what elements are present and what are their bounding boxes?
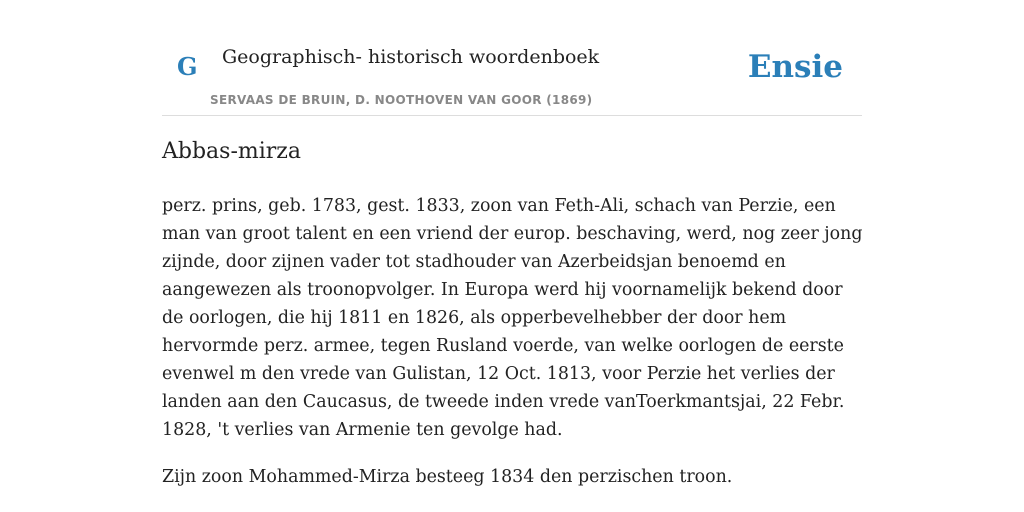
ensie-logo[interactable]: Ensie (747, 49, 843, 85)
entry-paragraph: Zijn zoon Mohammed-Mirza besteeg 1834 den perzischen troon. (162, 467, 733, 487)
book-initial-icon[interactable]: G (177, 52, 198, 81)
book-header (162, 40, 862, 116)
entry-title: Abbas-mirza (162, 139, 302, 164)
book-author: SERVAAS DE BRUIN, D. NOOTHOVEN VAN GOOR (1869) (210, 93, 593, 107)
entry-paragraph: perz. prins, geb. 1783, gest. 1833, zoon van Feth-Ali, schach van Perzie, een man van groot talent en een vriend der europ. beschaving, werd, nog zeer jong zijnde, door zijnen vader tot stadhouder van Azerbeidsjan benoemd en aangewezen als troonopvolger. In Europa werd hij voornamelijk bekend door de oorlogen, die hij 1811 en 1826, als opperbevelhebber der door hem hervormde perz. armee, tegen Rusland voerde, van welke oorlogen de eerste evenwel m den vrede van Gulistan, 12 Oct. 1813, voor Perzie het verlies der landen aan den Caucasus, de tweede inden vrede vanToerkmantsjai, 22 Febr. 1828, 't verlies van Armenie ten gevolge had. (162, 196, 863, 440)
book-title-link[interactable]: Geographisch- historisch woordenboek (222, 46, 600, 68)
entry-body (162, 192, 867, 510)
